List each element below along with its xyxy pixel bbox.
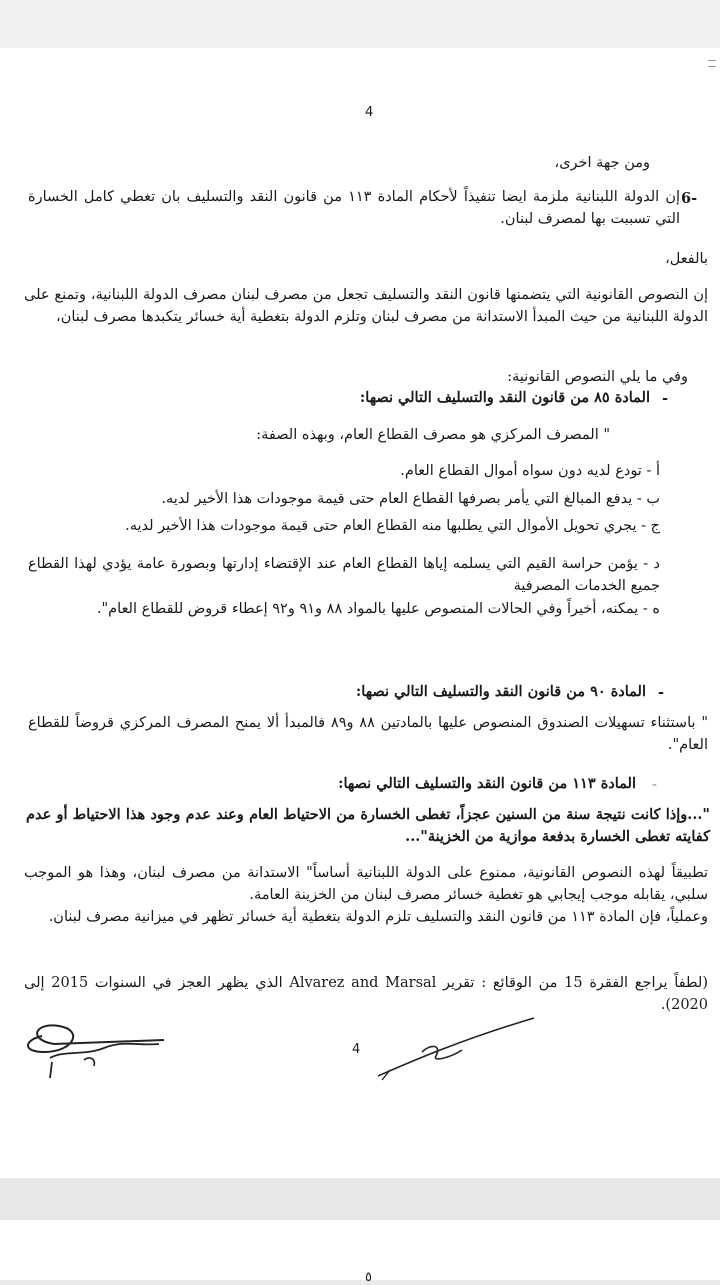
bullet-dash: - (652, 777, 657, 793)
next-document-page (0, 1220, 720, 1285)
page-number-bottom: 4 (352, 1042, 361, 1057)
viewer-top-bar (0, 0, 720, 48)
scan-edge-mark (708, 60, 716, 61)
article-113-heading: المادة ١١٣ من قانون النقد والتسليف التالي نصها: (338, 775, 636, 792)
bullet-dash: - (662, 390, 669, 407)
bullet-dash: - (658, 684, 665, 701)
point-6-label: 6- (681, 190, 698, 207)
document-page (0, 48, 720, 1178)
scan-edge-mark (708, 66, 716, 67)
page-gap (0, 1178, 720, 1220)
article-85-item-d: د - يؤمن حراسة القيم التي يسلمه إياها القطاع العام عند الإقتضاء إدارتها وبصورة عامة يؤدي لهذا القطاع جميع الخدمات المصرفية (28, 556, 660, 594)
article-85-heading: المادة ٨٥ من قانون النقد والتسليف التالي نصها: (359, 389, 650, 406)
intro-line: ومن جهة اخرى، (554, 155, 650, 171)
following-line: وفي ما يلي النصوص القانونية: (507, 369, 688, 385)
article-85-item-b: ب - يدفع المبالغ التي يأمر بصرفها القطاع العام حتى قيمة موجودات هذا الأخير لديه. (161, 491, 660, 507)
paragraph-texts: إن النصوص القانونية التي يتضمنها قانون النقد والتسليف تجعل من مصرف لبنان مصرف الدولة اللبنانية، وتمنع على الدولة اللبنانية من حيث المبدأ الاستدانة من مصرف لبنان وتلزم الدولة بتغطية أية خسائر يتكبدها مصرف لبنان، (24, 287, 708, 325)
article-85-item-e: ه - يمكنه، أخيراً وفي الحالات المنصوص عليها بالمواد ٨٨ و٩١ و٩٢ إعطاء قروض للقطاع العام". (96, 601, 660, 617)
article-85-item-a: أ - تودع لديه دون سواه أموال القطاع العام. (400, 463, 660, 479)
actually-line: بالفعل، (665, 251, 708, 267)
signature-left (14, 1000, 174, 1080)
article-85-item-c: ج - يجري تحويل الأموال التي يطلبها منه القطاع العام حتى قيمة موجودات هذا الأخير لديه. (125, 518, 660, 534)
article-85-quote: " المصرف المركزي هو مصرف القطاع العام، وبهذه الصفة: (256, 427, 610, 443)
page-number-top: 4 (365, 105, 374, 120)
application-paragraph: تطبيقاً لهذه النصوص القانونية، ممنوع على الدولة اللبنانية أساساً" الاستدانة من مصرف لبنان، وهذا هو الموجب سلبي، يقابله موجب إيجابي هو تغطية خسائر مصرف لبنان من الخزينة العامة. (24, 865, 708, 903)
practically-paragraph: وعملياً، فإن المادة ١١٣ من قانون النقد والتسليف تلزم الدولة بتغطية أية خسائر تظهر في ميزانية مصرف لبنان. (48, 909, 708, 925)
point-6-text: إن الدولة اللبنانية ملزمة ايضا تنفيذاً لأحكام المادة ١١٣ من قانون النقد والتسليف بان تغطي كامل الخسارة التي تسببت بها لمصرف لبنان. (28, 189, 680, 227)
reference-note: (لطفاً يراجع الفقرة 15 من الوقائع : تقرير Alvarez and Marsal الذي يظهر العجز في السنوات 2015 إلى 2020). (24, 975, 708, 1013)
article-90-heading: المادة ٩٠ من قانون النقد والتسليف التالي نصها: (355, 683, 646, 700)
page-number-next: ٥ (365, 1270, 372, 1285)
article-90-quote: " باستثناء تسهيلات الصندوق المنصوص عليها بالمادتين ٨٨ و٨٩ فالمبدأ ألا يمنح المصرف المركزي قروضاً للقطاع العام". (28, 715, 708, 753)
article-113-quote: "...وإذا كانت نتيجة سنة من السنين عجزاً، تغطى الخسارة من الاحتياط العام وعند عدم وجود هذا الاحتياط أو عدم كفايته تغطى الخسارة بدفعة موازية من الخزينة"... (26, 806, 710, 845)
signature-right (370, 1010, 540, 1082)
